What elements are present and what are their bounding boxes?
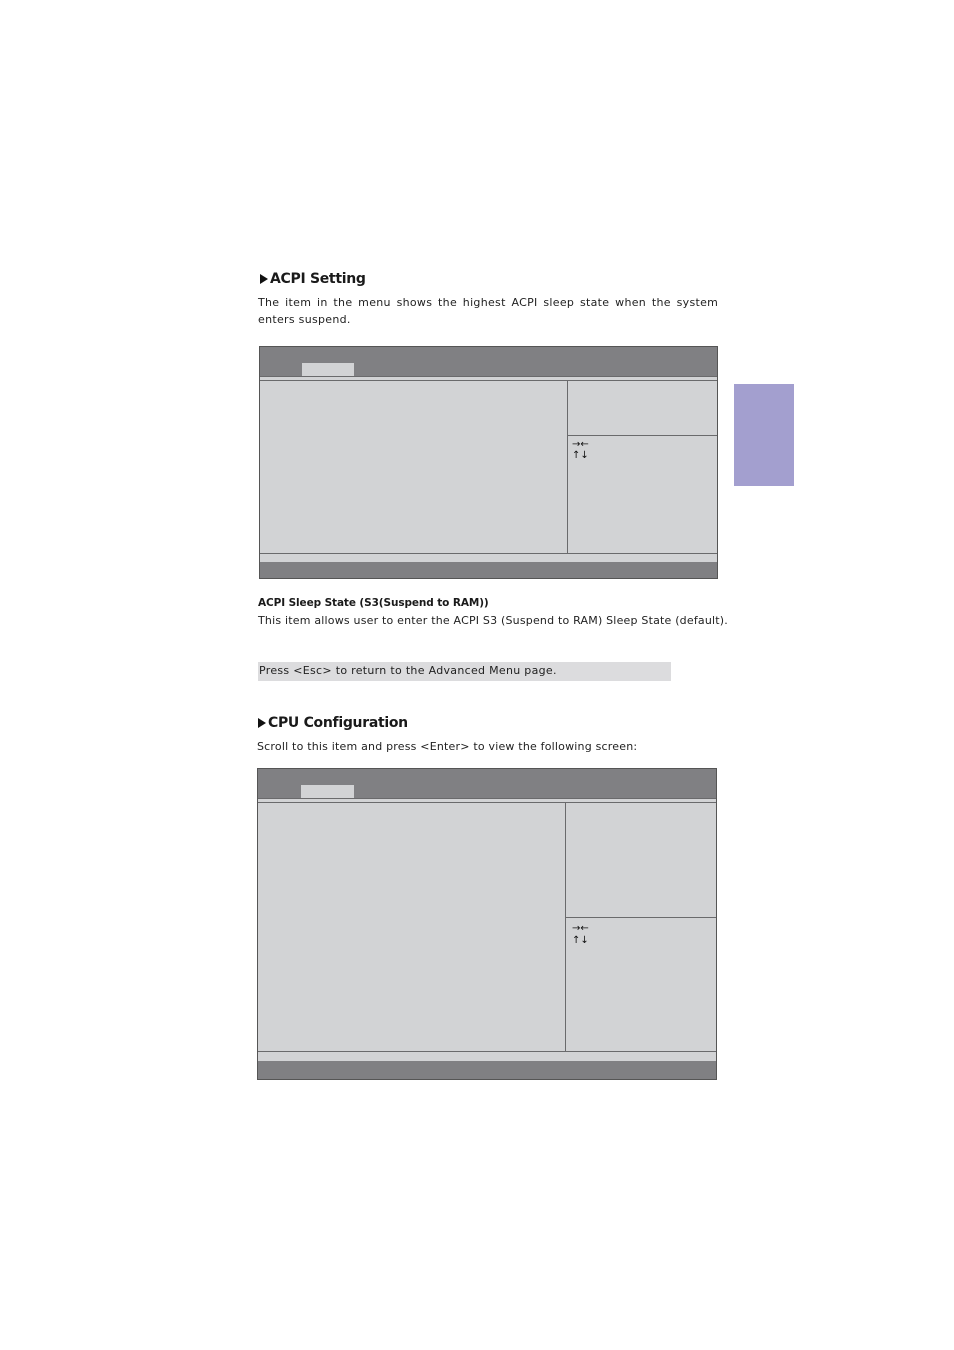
bios-key-arrows-ud: ↑↓ (572, 450, 589, 461)
bios-key-arrows-lr: →← (572, 923, 589, 934)
bios-active-tab (301, 785, 354, 798)
acpi-sleep-state-title: ACPI Sleep State (S3(Suspend to RAM)) (258, 597, 489, 609)
acpi-intro-line-2: enters suspend. (258, 313, 351, 326)
bios-divider (258, 802, 716, 803)
acpi-intro-line-1: The item in the menu shows the highest ACPI sleep state when the system (258, 296, 719, 309)
acpi-sleep-state-desc: This item allows user to enter the ACPI S3 (Suspend to RAM) Sleep State (default). (258, 614, 728, 627)
bios-divider (258, 798, 716, 799)
bios-divider (260, 376, 717, 377)
bios-footer-bar (260, 562, 717, 578)
acpi-bios-screen (259, 346, 718, 579)
cpu-intro: Scroll to this item and press <Enter> to view the following screen: (257, 740, 638, 753)
cpu-configuration-heading-text: CPU Configuration (268, 715, 408, 731)
cpu-configuration-heading (258, 715, 408, 731)
bios-panel-separator (565, 802, 566, 1051)
bios-footer-bar (258, 1061, 716, 1079)
bios-active-tab (302, 363, 354, 376)
cpu-bios-screen (257, 768, 717, 1080)
triangle-bullet-icon (258, 718, 266, 728)
chapter-side-tab (734, 384, 794, 486)
bios-divider (260, 380, 717, 381)
bios-divider (260, 553, 717, 554)
bios-key-arrows-ud: ↑↓ (572, 935, 589, 946)
triangle-bullet-icon (260, 274, 268, 284)
bios-help-divider (565, 917, 716, 918)
esc-return-note: Press <Esc> to return to the Advanced Menu page. (258, 662, 671, 681)
bios-divider (258, 1051, 716, 1052)
acpi-setting-heading (260, 271, 366, 287)
bios-panel-separator (567, 380, 568, 553)
acpi-setting-heading-text: ACPI Setting (270, 271, 366, 287)
bios-key-arrows-lr: →← (572, 439, 589, 450)
bios-help-divider (567, 435, 717, 436)
